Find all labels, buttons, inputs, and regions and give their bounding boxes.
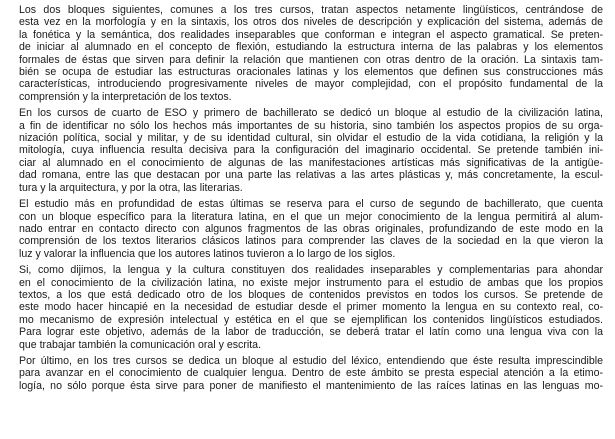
- text-line: logía, no sólo porque ésta sirve para poner de manifiesto el mantenimiento de las raíces latinas en las lenguas mo-: [19, 379, 603, 392]
- text-line: con un bloque específico para la literatura latina, en el que un mejor conocimiento de la lengua permitirá al alum-: [19, 210, 603, 223]
- text-line: de iniciar al alumnado en el concepto de flexión, estudiando la estructura interna de las palabras y los elementos: [19, 41, 603, 54]
- text-line: en el conocimiento de la civilización latina, no existe mejor instrumento para el estudio de ambas que los propios: [19, 276, 603, 289]
- text-line: mo mecanismo de expresión intelectual y estética en el que se ejemplifican los contenidos lingüísticos estudiados.: [19, 313, 603, 326]
- text-line: mitología, cuya influencia resulta decisiva para la configuración del imaginario occidental. Se pretende también ini-: [19, 144, 603, 157]
- text-line: Los dos bloques siguientes, comunes a los tres cursos, tratan aspectos netamente lingüísticos, centrándose de: [19, 4, 603, 16]
- text-line: Para lograr este objetivo, además de la labor de traducción, se deberá tratar el latín como una lengua viva con la: [19, 326, 603, 339]
- text-line: la fonética y la semántica, dos realidades inseparables que conforman e integran el aspecto gramatical. Se preten-: [19, 28, 603, 41]
- text-line: este modo hacer hincapié en la necesidad de estudiar desde el primer momento la lengua en su contexto real, co-: [19, 301, 603, 314]
- text-line: nado entrar en contacto directo con algunos fragmentos de las obras originales, profundizando de este modo en la: [19, 222, 603, 235]
- text-line: comprensión y la interpretación de los textos.: [19, 90, 232, 103]
- text-line: nización política, social y militar, y de su identidad cultural, sin olvidar el estudio de la vida cotidiana, la religión y la: [19, 132, 603, 145]
- text-line: para avanzar en el conocimiento de cualquier lengua. Dentro de este ámbito se presta especial atención a la etimo-: [19, 367, 603, 380]
- text-line: formales de éstas que sirven para definir la relación que mantienen con otras dentro de la oración. La sintaxis tam-: [19, 53, 603, 66]
- document-page: [19, 4, 603, 396]
- text-line: esta vez en la morfología y en la sintaxis, los otros dos niveles de descripción y explicación del sistema, además de: [19, 16, 603, 29]
- text-line: El estudio más en profundidad de estas últimas se reserva para el curso de segundo de bachillerato, que cuenta: [19, 198, 603, 211]
- text-line: que trabajar también la comunicación oral y escrita.: [19, 338, 262, 351]
- text-line: Si, como dijimos, la lengua y la cultura constituyen dos realidades inseparables y complementarias para ahondar: [19, 264, 603, 277]
- text-line: ciar al alumnado en el conocimiento de algunas de las manifestaciones artísticas más significativas de la antigüe-: [19, 156, 603, 169]
- paragraph-3: [19, 198, 603, 260]
- text-line: a fin de identificar no sólo los hechos más importantes de su historia, sino también los aspectos propios de su orga-: [19, 119, 603, 132]
- text-line: bién se ocupa de estudiar las estructuras oracionales latinas y los elementos que definen sus construcciones más: [19, 66, 603, 79]
- paragraph-2: [19, 107, 603, 194]
- text-line: comprensión de los textos literarios clásicos latinos para comprender las claves de la sociedad en la que vieron la: [19, 235, 603, 248]
- paragraph-1: [19, 4, 603, 103]
- text-line: luz y valorar la influencia que los autores latinos tuvieron a lo largo de los siglos.: [19, 247, 396, 260]
- paragraph-4: [19, 264, 603, 351]
- text-line: textos, a los que está dedicado otro de los bloques de contenidos previstos en todos los cursos. Se pretende de: [19, 288, 603, 301]
- text-line: características, introduciendo progresivamente niveles de mayor complejidad, con el propósito fundamental de la: [19, 78, 603, 91]
- text-line: tura y la arquitectura, y por la otra, las literarias.: [19, 181, 243, 194]
- text-line: En los cursos de cuarto de ESO y primero de bachillerato se dedicó un bloque al estudio de la civilización latina,: [19, 107, 603, 120]
- text-line: Por último, en los tres cursos se dedica un bloque al estudio del léxico, entendiendo que éste resulta imprescindible: [19, 354, 603, 367]
- text-line: dad romana, entre las que destacan por una parte las relativas a las artes plásticas y, más concretamente, la escul-: [19, 169, 603, 182]
- paragraph-5: [19, 355, 603, 392]
